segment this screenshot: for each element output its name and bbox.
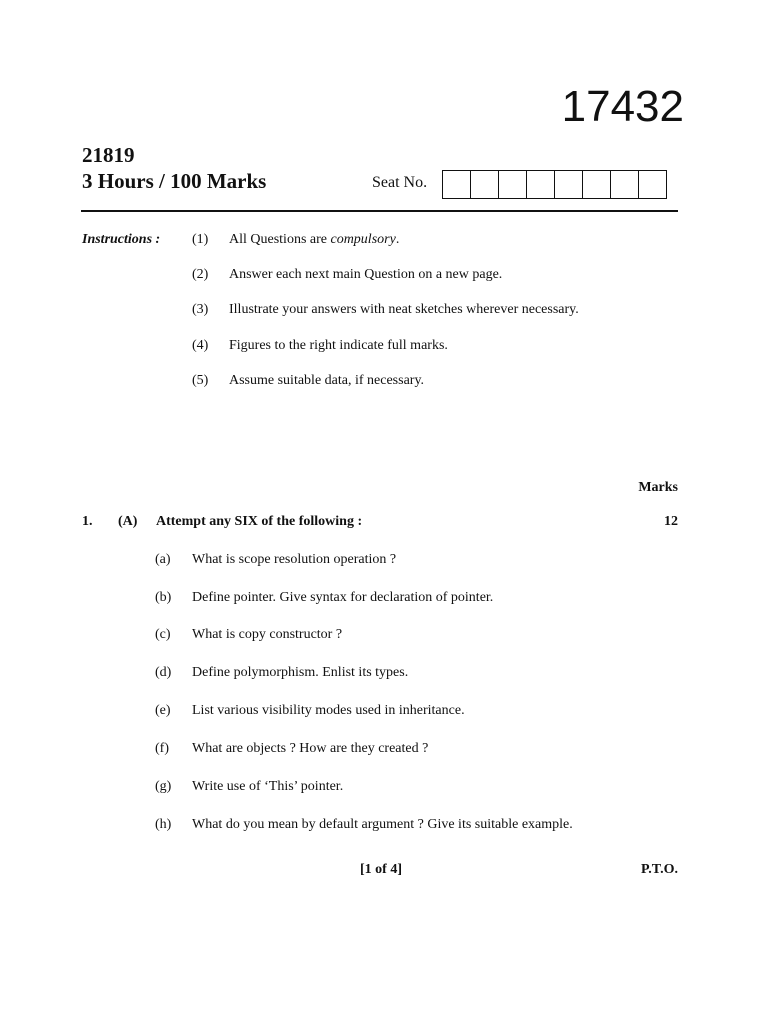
sub-question-letter: (f) xyxy=(155,741,169,756)
sub-question-letter: (g) xyxy=(155,779,172,794)
sub-question-text: What is scope resolution operation ? xyxy=(192,552,397,567)
seat-number-boxes xyxy=(442,170,667,199)
exam-code: 21819 xyxy=(82,143,135,167)
instruction-text: Assume suitable data, if necessary. xyxy=(229,373,425,388)
instruction-text: Illustrate your answers with neat sketches wherever necessary. xyxy=(229,302,579,317)
seat-box xyxy=(638,170,667,199)
instruction-text: Figures to the right indicate full marks. xyxy=(229,338,448,353)
question-part: (A) xyxy=(118,514,138,529)
sub-question-text: Define polymorphism. Enlist its types. xyxy=(192,665,409,680)
seat-box xyxy=(582,170,611,199)
sub-question-text: What do you mean by default argument ? Give its suitable example. xyxy=(192,817,573,832)
seat-number-label: Seat No. xyxy=(372,174,428,191)
seat-box xyxy=(526,170,555,199)
sub-question-text: List various visibility modes used in inheritance. xyxy=(192,703,465,718)
sub-question-text: Write use of ‘This’ pointer. xyxy=(192,779,344,794)
instruction-number: (3) xyxy=(192,302,209,317)
seat-box xyxy=(498,170,527,199)
sub-question-text: Define pointer. Give syntax for declaration of pointer. xyxy=(192,590,494,605)
sub-question-letter: (d) xyxy=(155,665,172,680)
seat-box xyxy=(470,170,499,199)
header-divider xyxy=(81,210,678,212)
sub-question-letter: (e) xyxy=(155,703,171,718)
question-marks: 12 xyxy=(664,514,678,529)
seat-box xyxy=(554,170,583,199)
sub-question-letter: (a) xyxy=(155,552,171,567)
instructions-label: Instructions : xyxy=(82,232,161,247)
instruction-number: (4) xyxy=(192,338,209,353)
marks-column-heading: Marks xyxy=(638,480,678,495)
question-title: Attempt any SIX of the following : xyxy=(156,514,363,529)
seat-box xyxy=(442,170,471,199)
page-number: [1 of 4] xyxy=(360,862,402,877)
exam-duration: 3 Hours / 100 Marks xyxy=(82,169,267,193)
instruction-text: Answer each next main Question on a new page. xyxy=(229,267,503,282)
seat-box xyxy=(610,170,639,199)
instruction-number: (1) xyxy=(192,232,209,247)
sub-question-letter: (b) xyxy=(155,590,172,605)
question-number: 1. xyxy=(82,514,93,529)
sub-question-text: What is copy constructor ? xyxy=(192,627,343,642)
emphasis: compulsory xyxy=(330,232,396,247)
please-turn-over: P.T.O. xyxy=(641,862,678,877)
sub-question-text: What are objects ? How are they created ? xyxy=(192,741,429,756)
paper-code: 17432 xyxy=(561,82,684,131)
sub-question-letter: (c) xyxy=(155,627,171,642)
instruction-number: (5) xyxy=(192,373,209,388)
instruction-text: All Questions are compulsory. xyxy=(229,232,400,247)
sub-question-letter: (h) xyxy=(155,817,172,832)
instruction-number: (2) xyxy=(192,267,209,282)
